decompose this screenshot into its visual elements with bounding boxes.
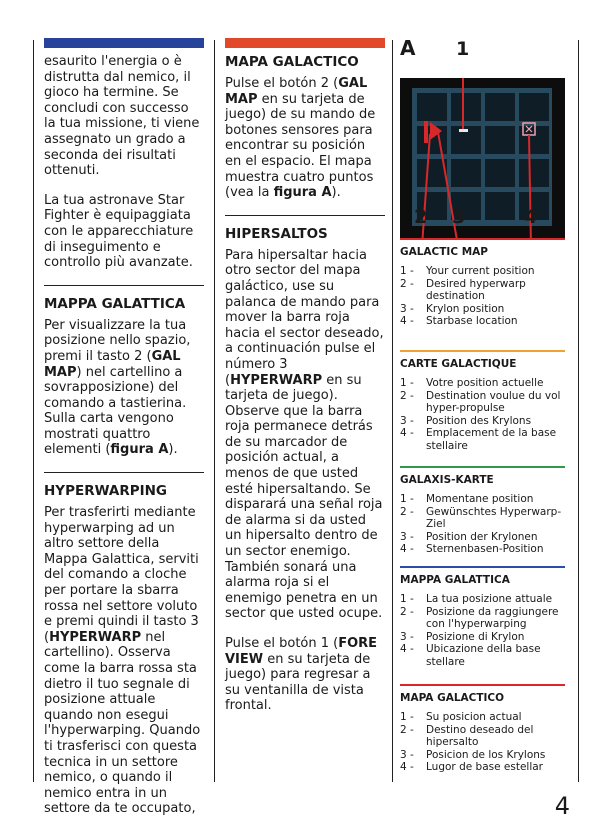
legend-item-text: Position des Krylons [426,414,532,427]
mapa-galactico-paragraph: Pulse el botón 2 (GAL MAP en su tarjeta de juego) de su mando de botones sensores para encontrar su posición en el espacio. El mapa muestra cuatro puntos (vea la figura A). [225,76,376,201]
section-title-hyperwarping: HYPERWARPING [44,472,204,499]
legend-block [400,684,565,774]
legend-block [400,566,565,668]
legend-item-text: Ubicazione della base stellare [426,643,541,668]
legend-item-number: 1 - [400,711,414,723]
column-divider-1 [214,40,215,782]
legend-title: GALAXIS-KARTE [400,474,494,486]
legend-item-text: Gewünschtes Hyperwarp-Ziel [426,505,562,530]
legend-item [400,377,565,390]
legend-block [400,238,565,328]
callout-4-label: 4 [524,206,538,228]
section-title-hipersaltos: HIPERSALTOS [225,215,385,242]
legend-item-number: 4 - [400,643,414,655]
page-number: 4 [554,792,570,820]
legend-item [400,427,565,452]
legend-item-number: 1 - [400,265,414,277]
section-title-mapa-galactico: MAPA GALACTICO [225,54,359,70]
callout-3-label: 3 [452,206,466,228]
legend-item [400,506,565,531]
legend-item-text: Destination voulue du vol hyper-propulse [426,389,561,414]
legend-item-number: 2 - [400,277,414,290]
section-title-mappa-galattica: MAPPA GALATTICA [44,285,204,312]
legend-item-number: 4 - [400,761,414,773]
legend-item [400,303,565,316]
legend-item [400,606,565,631]
mappa-galattica-paragraph: Per visualizzare la tua posizione nello spazio, premi il tasto 2 (GAL MAP) nel cartellino a sovrapposizione) del comando a tastierina. Sulla carta vengono mostrati quattro elementi (figura A). [44,317,191,458]
legend-color-rule [400,684,565,686]
legend-item-number: 4 - [400,543,414,555]
legend-item-number: 3 - [400,414,414,427]
legend-item [400,493,565,506]
legend-title: GALACTIC MAP [400,246,488,258]
legend-item-text: Sternenbasen-Position [426,543,544,555]
column-divider-2 [392,40,393,782]
legend-item [400,315,565,328]
legend-item-text: Posicion de los Krylons [426,748,546,761]
legend-item [400,749,565,762]
legend-item [400,415,565,428]
column-italian [44,38,204,831]
legend-item [400,531,565,544]
intro-paragraph: esaurito l'energia o è distrutta dal nemico, il gioco ha termine. Se concludi con successo la tua missione, ti viene assegnato un grado a seconda dei risultati ottenuti. [44,54,200,179]
legend-item-number: 3 - [400,302,414,315]
legend-item-number: 2 - [400,723,414,736]
red-header-bar [225,38,385,48]
blue-header-bar [44,38,204,48]
legend-item-text: Krylon position [426,302,505,315]
legend-title: MAPPA GALATTICA [400,574,510,586]
legend-item-text: Votre position actuelle [426,377,544,389]
legend-title: CARTE GALACTIQUE [400,358,517,370]
legend-item-text: Momentane position [426,493,534,505]
legend-item [400,593,565,606]
legend-item-number: 2 - [400,605,414,618]
legend-item [400,643,565,668]
legend-item-text: Posizione da raggiungere con l'hyperwarping [426,605,559,630]
column-spanish [225,38,385,728]
legend-item [400,724,565,749]
legend-item [400,390,565,415]
fore-view-paragraph: Pulse el botón 1 (FORE VIEW en su tarjeta de juego) para regresar a su ventanilla de vista frontal. [225,636,378,714]
legend-color-rule [400,566,565,568]
legend-title: MAPA GALACTICO [400,692,505,704]
legend-item [400,265,565,278]
legend-item-number: 1 - [400,593,414,605]
legend-item-text: Your current position [426,265,535,277]
callout-2-label: 2 [414,206,428,228]
legend-item-number: 3 - [400,630,414,643]
hipersaltos-paragraph: Para hipersaltar hacia otro sector del mapa galáctico, use su palanca de mando para mover la barra roja hacia el sector deseado, a continuación pulse el número 3 (HYPERWARP en su tarjeta de juego). Observe que la barra roja permanece detrás de su marcador de posición actual, a menos de que usted esté hipersaltando. Se disparará una señal roja de alarma si da usted un hipersalto dentro de un sector enemigo. También sonará una alarma roja si el enemigo penetra en un sector que usted ocupe. [225,247,384,622]
callout-1-label: 1 [456,38,470,60]
legend-item-number: 1 - [400,377,414,389]
legend-item-text: Emplacement de la base stellaire [426,427,557,452]
legend-item-number: 2 - [400,505,414,518]
legend-color-rule [400,466,565,468]
legend-item-number: 4 - [400,315,414,327]
legend-item-text: Lugor de base estellar [426,761,543,773]
legend-item-number: 3 - [400,530,414,543]
legend-color-rule [400,238,565,240]
legend-block [400,350,565,452]
legend-item-text: Su posicion actual [426,711,522,723]
legend-item-text: La tua posizione attuale [426,593,553,605]
equipment-paragraph: La tua astronave Star Fighter è equipaggiata con le apparecchiature di inseguimento e controllo più avanzate. [44,192,194,271]
legend-item-number: 3 - [400,748,414,761]
column-divider-left [33,40,34,782]
legend-item [400,278,565,303]
legend-block [400,466,565,556]
legend-item-text: Starbase location [426,315,518,327]
legend-item-number: 1 - [400,493,414,505]
hyperwarping-paragraph: Per trasferirti mediante hyperwarping ad un altro settore della Mappa Galattica, serviti del comando a cloche per portare la sbarra rossa nel settore voluto e premi quindi il tasto 3 (HYPERWARP nel cartellino). Osserva come la barra rossa sta dietro il tuo segnale di posizione attuale quando non esegui l'hyperwarping. Quando ti trasferisci con questa tecnica in un settore nemico, o quando il nemico entra in un settore da te occupato, [44,505,201,817]
legend-item-text: Desired hyperwarp destination [426,277,526,302]
legend-item-text: Posizione di Krylon [426,630,525,643]
current-position-icon [430,122,442,140]
legend-item-number: 4 - [400,427,414,439]
legend-item-text: Position der Krylonen [426,530,538,543]
column-divider-right [578,40,579,782]
legend-item [400,761,565,774]
hyperwarp-destination-bar [424,121,428,143]
legend-color-rule [400,350,565,352]
legend-item [400,543,565,556]
legend-item [400,631,565,644]
figure-letter: A [400,36,416,60]
krylon-position-icon [459,129,468,132]
legend-item [400,711,565,724]
legend-item-number: 2 - [400,389,414,402]
legend-item-text: Destino deseado del hipersalto [426,723,534,748]
